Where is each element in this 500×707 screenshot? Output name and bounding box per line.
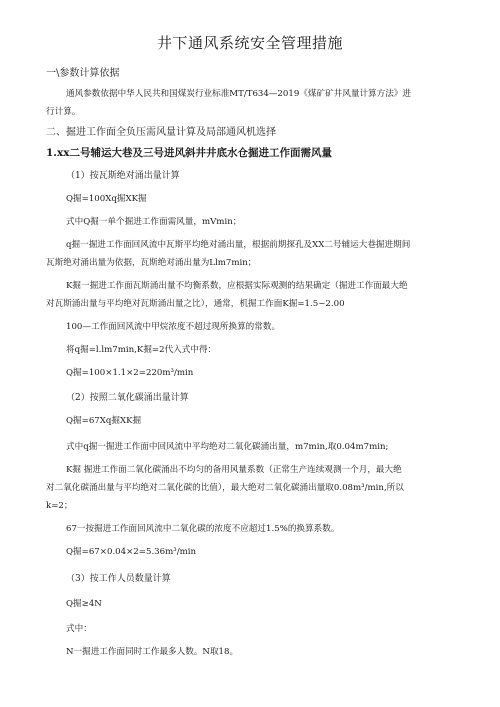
text-line: 将q掘=l.lm7min,K掘=2代入式中得： (66, 345, 217, 355)
text-line: （3）按工作人员数量计算 (66, 574, 171, 584)
text-line: （2）按照二氧化碳涌出量计算 (66, 393, 189, 403)
text-line: 对二氧化碳涌出量与平均绝对二氧化碳的比值），最大绝对二氧化碳涌出量取0.08m³/min,所以 (46, 483, 404, 493)
text-line: 二、掘进工作面全负压需风量计算及局部通风机选择 (46, 127, 276, 138)
text-line: 100—工作面回风流中甲烷浓度不超过现所换算的常数。 (66, 322, 281, 332)
text-line: 对瓦斯涌出量与平均绝对瓦斯涌出量之比），通常，机掘工作面K掘=1.5~2.00 (46, 299, 345, 309)
page-title: 井下通风系统安全管理措施 (156, 34, 343, 52)
text-line: Q掘≥4N (66, 599, 102, 609)
text-line: Q掘=100Xq掘XK掘 (66, 194, 147, 204)
text-line: Q掘=67×0.04×2=5.36m³/min (66, 547, 197, 557)
text-line: Q掘=67Xq掘XK掘 (66, 416, 142, 426)
text-line: 行计算。 (46, 107, 81, 117)
text-line: （1）按瓦斯绝对涌出量计算 (66, 171, 180, 181)
text-line: 瓦斯绝对涌出量为依据，瓦斯绝对涌出量为Llm7min； (46, 258, 257, 268)
text-line: 67一按掘进工作面回风流中二氧化碳的浓度不应超过1.5%的换算系数。 (66, 524, 340, 534)
text-line: k=2； (46, 501, 73, 511)
text-line: q掘一掘进工作面回风流中瓦斯平均绝对涌出量，根据前期探孔及XX二号辅运大巷掘进期间 (66, 240, 411, 250)
text-line: 式中： (66, 624, 92, 634)
text-line: 一\参数计算依据 (46, 68, 120, 79)
text-line: Q掘=100×1.1×2=220m³/min (66, 368, 194, 378)
text-line: 式中q掘一掘进工作面中回风流中平均绝对二氧化碳涌出量，m7min,取0.04m7min; (66, 442, 389, 452)
text-line: K掘一掘进工作面瓦斯涌出量不均衡系数，应根据实际观测的结果确定（掘进工作面最大绝 (66, 281, 408, 291)
text-line: 式中Q掘一单个掘进工作面需风量，mVmin； (66, 217, 242, 227)
text-line: 1.xx二号辅运大巷及三号进风斜井井底水仓掘进工作面需风量 (46, 147, 332, 159)
text-line: K掘 掘进工作面二氧化碳涌出不均匀的备用风量系数（正常生产连续观测一个月，最大绝 (66, 465, 402, 475)
text-line: N一掘进工作面同时工作最多人数。N取18。 (66, 647, 239, 657)
text-line: 通风参数依据中华人民共和国煤炭行业标准MT/T634—2019《煤矿矿井风量计算方法》进 (66, 89, 412, 99)
